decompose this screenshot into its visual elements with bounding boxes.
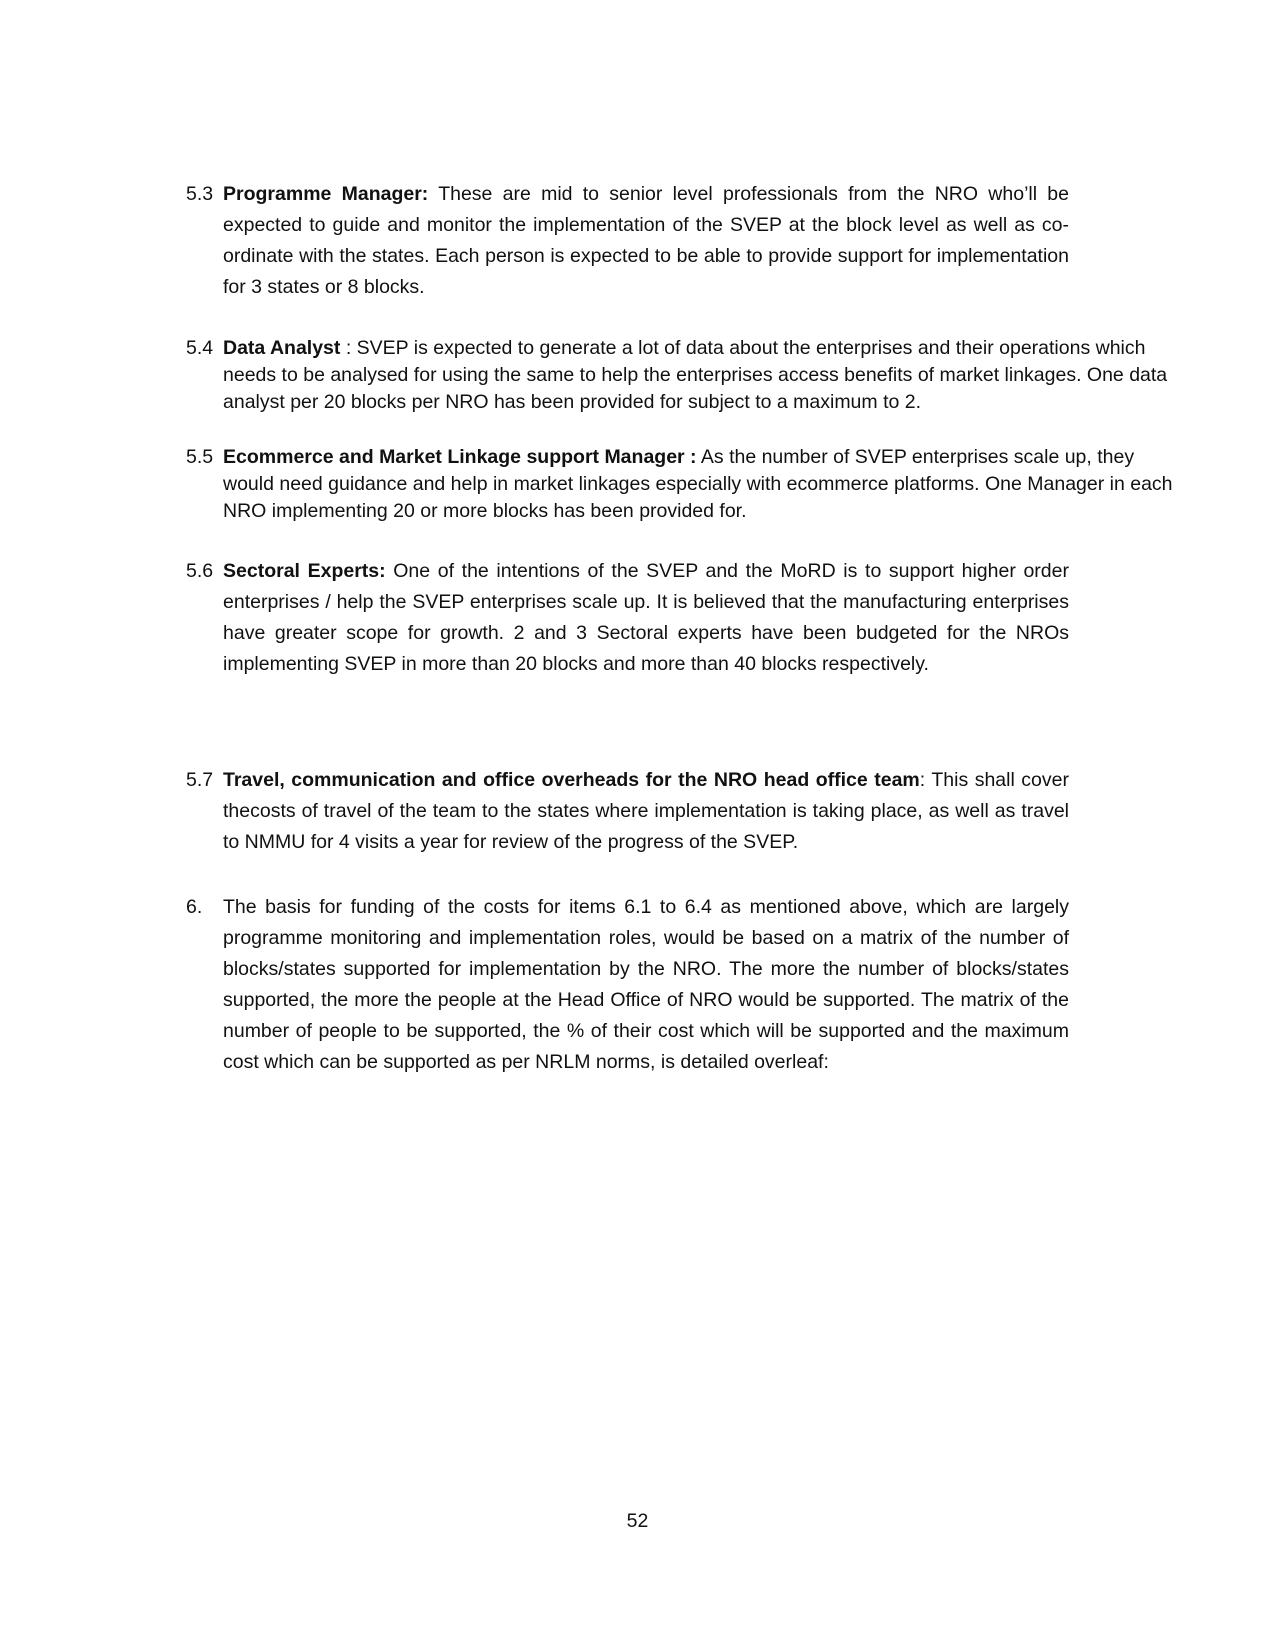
section-body [223,556,1069,680]
section-text: : SVEP is expected to generate a lot of data about the enterprises and their operations which needs to be analysed for using the same to help the enterprises access benefits of market linkages. One data analyst per 20 blocks per NRO has been provided for subject to a maximum to 2. [223,337,1168,413]
section-text: : This shall cover thecosts of travel of the team to the states where implementation is taking place, as well as travel to NMMU for 4 visits a year for review of the progress of the SVEP. [223,769,1069,853]
section-number: 5.4 [186,337,214,359]
section-heading: Data Analyst [223,337,341,359]
section-heading: Ecommerce and Market Linkage support Manager : [223,446,697,468]
section-number: 5.7 [186,769,214,791]
section-heading: Programme Manager: [223,183,429,205]
section-body [223,335,1176,416]
section-number: 5.3 [186,183,214,205]
section-body [223,765,1069,858]
section-body [223,179,1069,303]
section-body [223,444,1176,525]
section-text: One of the intentions of the SVEP and the MoRD is to support higher order enterprises / help the SVEP enterprises scale up. It is believed that the manufacturing enterprises have greater scope for growth. 2 and 3 Sectoral experts have been budgeted for the NROs implementing SVEP in more than 20 blocks and more than 40 blocks respectively. [223,560,1069,675]
section-number: 6. [186,896,203,918]
page-number: 52 [626,1510,649,1532]
section-body [223,892,1069,1078]
section-text: As the number of SVEP enterprises scale up, they would need guidance and help in market linkages especially with ecommerce platforms. One Manager in each NRO implementing 20 or more blocks has been provided for. [223,446,1173,522]
section-number: 5.5 [186,446,214,468]
section-heading: Travel, communication and office overheads for the NRO head office team [223,769,920,791]
section-heading: Sectoral Experts: [223,560,386,582]
section-text: The basis for funding of the costs for items 6.1 to 6.4 as mentioned above, which are largely programme monitoring and implementation roles, would be based on a matrix of the number of blocks/states supported for implementation by the NRO. The more the number of blocks/states supported, the more the people at the Head Office of NRO would be supported. The matrix of the number of people to be supported, the % of their cost which will be supported and the maximum cost which can be supported as per NRLM norms, is detailed overleaf: [223,896,1069,1073]
section-text: These are mid to senior level professionals from the NRO who’ll be expected to guide and monitor the implementation of the SVEP at the block level as well as co-ordinate with the states. Each person is expected to be able to provide support for implementation for 3 states or 8 blocks. [223,183,1069,298]
section-number: 5.6 [186,560,214,582]
